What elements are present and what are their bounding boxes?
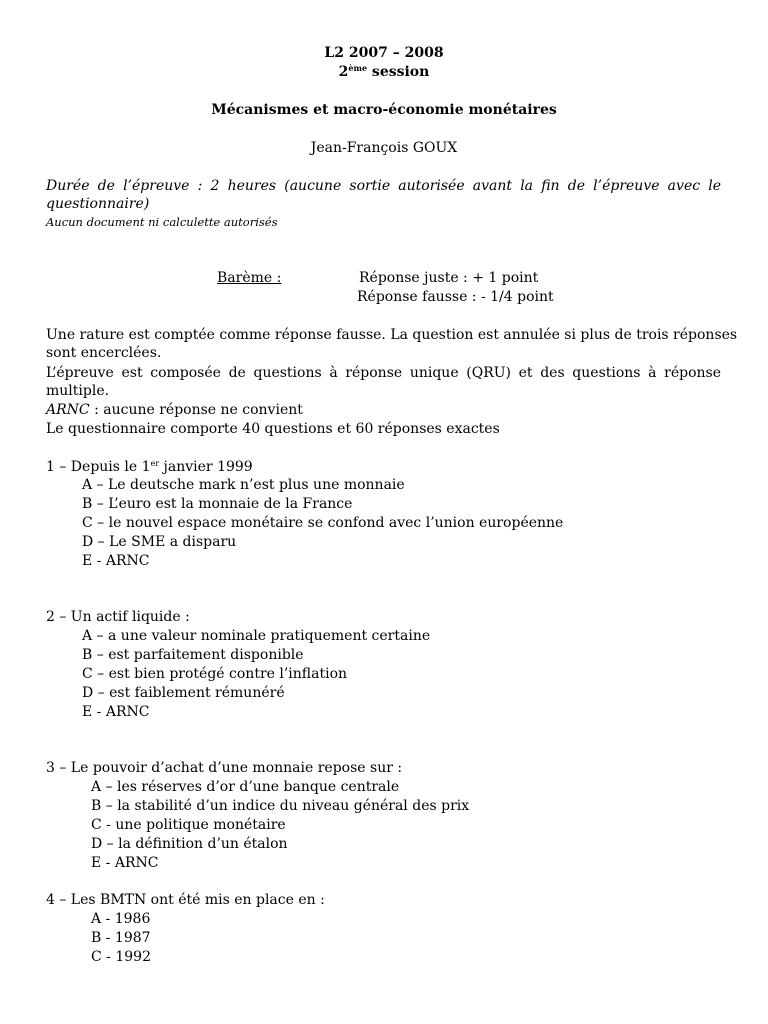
question-2-option-d: D – est faiblement rémunéré bbox=[82, 685, 285, 701]
question-2-option-b: B – est parfaitement disponible bbox=[82, 647, 304, 663]
question-2-option-c: C – est bien protégé contre l’inflation bbox=[82, 666, 348, 682]
course-title: Mécanismes et macro-économie monétaires bbox=[211, 102, 557, 118]
question-4-option-c: C - 1992 bbox=[91, 949, 151, 965]
duration-line-2: questionnaire) bbox=[46, 196, 150, 212]
question-4-stem: 4 – Les BMTN ont été mis en place en : bbox=[46, 892, 325, 908]
bareme-label: Barème : bbox=[217, 270, 282, 286]
author-name: Jean-François GOUX bbox=[310, 140, 458, 156]
question-1-superscript: er bbox=[150, 459, 160, 468]
question-2-option-e: E - ARNC bbox=[82, 704, 150, 720]
session-superscript: ème bbox=[348, 63, 368, 73]
composition-line-2: multiple. bbox=[46, 383, 110, 399]
question-1-stem-start: 1 – Depuis le 1 bbox=[46, 459, 151, 475]
rature-line-2: sont encerclées. bbox=[46, 345, 162, 361]
question-3-option-c: C - une politique monétaire bbox=[91, 817, 286, 833]
question-2-stem: 2 – Un actif liquide : bbox=[46, 609, 190, 625]
exam-level-year: L2 2007 – 2008 bbox=[324, 45, 444, 61]
no-documents-note: Aucun document ni calculette autorisés bbox=[46, 215, 278, 229]
question-2-option-a: A – a une valeur nominale pratiquement certaine bbox=[82, 628, 431, 644]
bareme-wrong: Réponse fausse : - 1/4 point bbox=[357, 289, 554, 305]
question-3-option-d: D – la définition d’un étalon bbox=[91, 836, 288, 852]
rature-line-1: Une rature est comptée comme réponse fausse. La question est annulée si plus de trois réponses bbox=[46, 327, 738, 343]
question-1-option-e: E - ARNC bbox=[82, 553, 150, 569]
session-word: session bbox=[367, 64, 430, 80]
question-count: Le questionnaire comporte 40 questions et 60 réponses exactes bbox=[46, 421, 500, 437]
arnc-meaning: : aucune réponse ne convient bbox=[89, 402, 303, 418]
question-1-stem-end: janvier 1999 bbox=[159, 459, 253, 475]
question-1-option-c: C – le nouvel espace monétaire se confond avec l’union européenne bbox=[82, 515, 564, 531]
bareme-correct: Réponse juste : + 1 point bbox=[359, 270, 539, 286]
question-1-stem bbox=[46, 458, 253, 476]
question-3-option-b: B – la stabilité d’un indice du niveau général des prix bbox=[91, 798, 470, 814]
question-1-option-a: A – Le deutsche mark n’est plus une monnaie bbox=[82, 477, 405, 493]
arnc-abbreviation: ARNC bbox=[46, 402, 90, 418]
question-3-option-a: A – les réserves d’or d’une banque centrale bbox=[91, 779, 400, 795]
question-3-stem: 3 – Le pouvoir d’achat d’une monnaie repose sur : bbox=[46, 760, 403, 776]
session-number: 2 bbox=[338, 64, 349, 80]
question-1-option-d: D – Le SME a disparu bbox=[82, 534, 237, 550]
exam-session bbox=[0, 63, 768, 81]
question-1-option-b: B – L’euro est la monnaie de la France bbox=[82, 496, 353, 512]
question-4-option-a: A - 1986 bbox=[91, 911, 151, 927]
question-4-option-b: B - 1987 bbox=[91, 930, 151, 946]
composition-line-1: L’épreuve est composée de questions à réponse unique (QRU) et des questions à réponse bbox=[46, 365, 721, 381]
duration-line-1: Durée de l’épreuve : 2 heures (aucune sortie autorisée avant la fin de l’épreuve avec le bbox=[46, 178, 721, 194]
arnc-definition bbox=[46, 401, 303, 419]
question-3-option-e: E - ARNC bbox=[91, 855, 159, 871]
